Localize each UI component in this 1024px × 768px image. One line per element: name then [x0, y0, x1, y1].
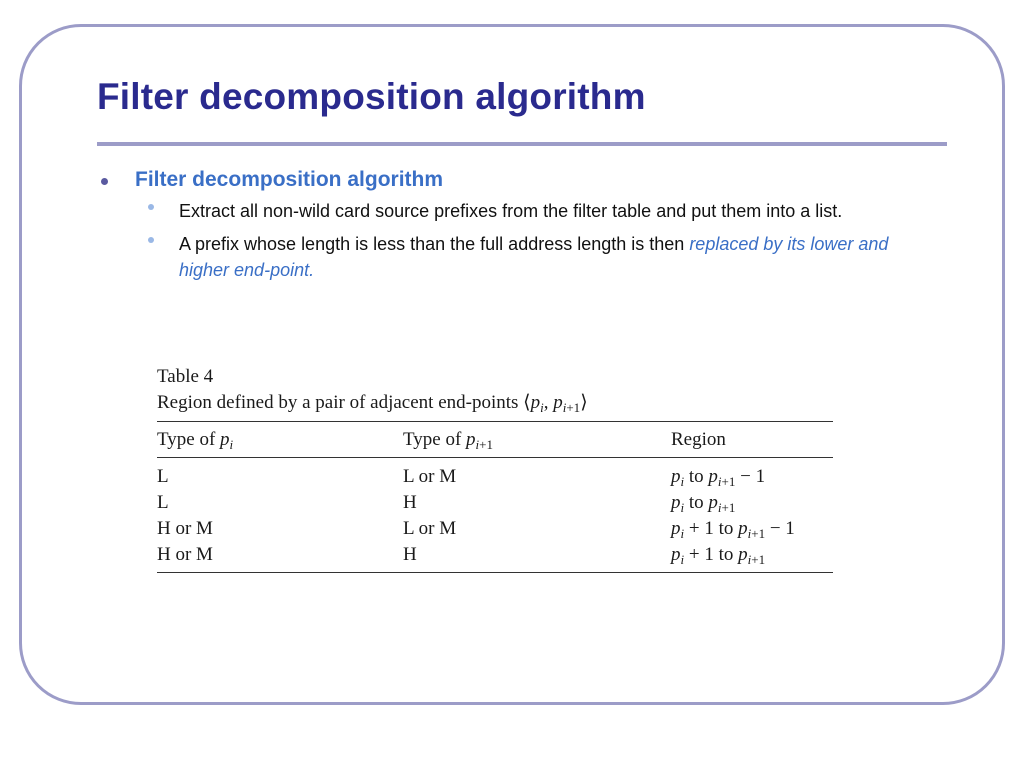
table-row: [157, 516, 833, 542]
cell-type-pi1: H: [403, 492, 417, 513]
table-row: [157, 458, 833, 491]
region-table: [157, 421, 833, 573]
title-divider: [97, 142, 947, 146]
table-caption: [157, 391, 835, 415]
bullet-heading: Filter decomposition algorithm: [135, 168, 444, 191]
table-caption-text: Region defined by a pair of adjacent end-points: [157, 392, 524, 413]
bullet-dot-icon: [101, 178, 108, 185]
cell-region: $p_i$ to $p_{i+1} - 1$: [671, 466, 766, 489]
cell-type-pi1: L or M: [403, 466, 457, 487]
cell-region: $p_i + 1$ to $p_{i+1} - 1$: [671, 518, 795, 541]
header-region: Region: [671, 429, 726, 450]
slide-title: Filter decomposition algorithm: [97, 76, 646, 117]
cell-type-pi: L: [157, 492, 169, 513]
cell-type-pi: H or M: [157, 544, 213, 565]
table-header-row: [157, 422, 833, 458]
cell-region: $p_i$ to $p_{i+1}$: [671, 492, 736, 515]
cell-region: $p_i + 1$ to $p_{i+1}$: [671, 544, 766, 567]
bullet-level1: [97, 166, 927, 283]
table-caption-math: $⟨p_i$, $p_{i+1}⟩$: [523, 392, 588, 415]
sub-bullet-emphasis: replaced by its lower and higher end-point.: [179, 234, 889, 280]
table-row: [157, 490, 833, 516]
cell-type-pi: H or M: [157, 518, 213, 539]
sub-bullet-prefix: [135, 231, 924, 283]
sub-bullet-extract: [135, 198, 924, 224]
sub-bullet-text: A prefix whose length is less than the full address length is then: [179, 234, 690, 254]
cell-type-pi1: H: [403, 544, 417, 565]
bullet-list: [97, 166, 927, 290]
table-figure: [157, 365, 835, 573]
sub-bullet-list: [135, 198, 927, 283]
sub-bullet-text: Extract all non-wild card source prefixes from the filter table and put them into a list.: [179, 201, 843, 221]
header-type-pi1: Type of $p_{i+1}$: [403, 429, 494, 452]
table-label: Table 4: [157, 366, 214, 387]
header-type-pi: Type of $p_i$: [157, 429, 234, 452]
table-row: [157, 542, 833, 573]
sub-bullet-dot-icon: [148, 204, 154, 210]
cell-type-pi1: L or M: [403, 518, 457, 539]
sub-bullet-dot-icon: [148, 237, 154, 243]
cell-type-pi: L: [157, 466, 169, 487]
